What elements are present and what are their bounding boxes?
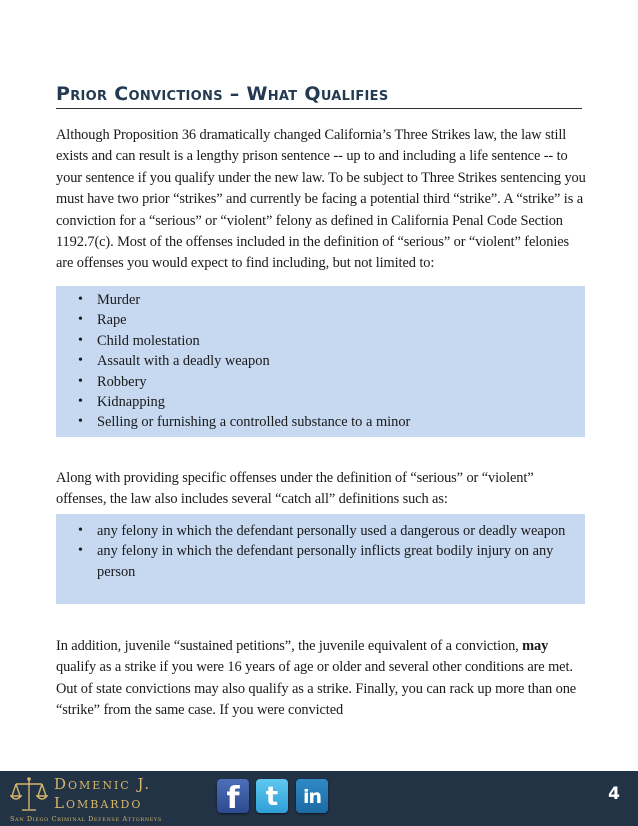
facebook-icon[interactable]: f — [217, 779, 249, 813]
list-item — [56, 521, 585, 541]
intro-paragraph: Although Proposition 36 dramatically changed California’s Three Strikes law, the law still exists and can result is a lengthy prison sentence -- up to and including a life sentence -- to your sentence if you qualify under the new law. To be subject to Three Strikes sentencing you must have two prior “strikes” and currently be facing a potential third “strike”. A “strike” is a conviction for a “serious” or “violent” felony as defined in California Penal Code Section 1192.7(c). Most of the offenses included in the definition of “serious” or “violent” felonies are offenses you would expect to find including, but not limited to: — [56, 127, 586, 272]
list-item — [56, 412, 585, 432]
list-item — [56, 290, 585, 310]
list-item-text: Robbery — [97, 373, 147, 390]
logo-tagline: San Diego Criminal Defense Attorneys — [10, 815, 162, 823]
list-item-text: any felony in which the defendant personally used a dangerous or deadly weapon — [97, 523, 566, 539]
linkedin-icon[interactable]: in — [296, 779, 328, 813]
list-item — [56, 372, 585, 392]
list-item — [56, 541, 585, 582]
page-number: 4 — [608, 784, 620, 804]
bullet-icon: • — [78, 353, 83, 369]
twitter-icon[interactable]: t — [256, 779, 288, 813]
logo-name-first: Domenic J. — [54, 775, 152, 793]
bullet-icon: • — [78, 373, 83, 389]
offenses-list — [56, 286, 585, 433]
heading-divider — [56, 108, 582, 109]
logo-name-last: Lombardo — [54, 794, 143, 812]
bullet-icon: • — [78, 292, 83, 307]
juvenile-text-end: qualify as a strike if you were 16 years of age or older and several other conditions are met. Out of state convictions may also qualify as a strike. Finally, you can rack up more than one “strike” from the same case. If you were convicted — [56, 659, 577, 719]
firm-logo[interactable] — [10, 775, 160, 825]
bullet-icon: • — [78, 543, 83, 559]
bullet-icon: • — [78, 312, 83, 328]
list-item-text: Assault with a deadly weapon — [97, 353, 270, 370]
list-item-text: Kidnapping — [97, 394, 165, 411]
list-item-text: Child molestation — [97, 332, 200, 349]
list-item — [56, 310, 585, 330]
juvenile-paragraph — [56, 636, 586, 722]
list-item — [56, 331, 585, 351]
list-item-text: Rape — [97, 312, 127, 329]
page-footer — [0, 771, 638, 826]
catch-all-box — [56, 514, 585, 604]
section-heading: Prior Convictions – What Qualifies — [56, 83, 389, 105]
bullet-icon: • — [78, 523, 83, 538]
juvenile-emphasis: may — [522, 638, 549, 654]
scales-of-justice-icon — [10, 775, 48, 815]
list-item — [56, 351, 585, 371]
list-item-text: any felony in which the defendant personally inflicts great bodily injury on any person — [97, 543, 554, 580]
list-item-text: Murder — [97, 292, 141, 308]
list-item-text: Selling or furnishing a controlled substance to a minor — [97, 414, 411, 431]
catch-all-list — [56, 514, 585, 582]
bullet-icon: • — [78, 414, 83, 430]
bullet-icon: • — [78, 332, 83, 348]
bullet-icon: • — [78, 394, 83, 410]
offenses-box — [56, 286, 585, 437]
juvenile-text-start: In addition, juvenile “sustained petitions”, the juvenile equivalent of a conviction, — [56, 638, 523, 654]
list-item — [56, 392, 585, 412]
catch-all-paragraph: Along with providing specific offenses under the definition of “serious” or “violent” offenses, the law also includes several “catch all” definitions such as: — [56, 470, 534, 508]
